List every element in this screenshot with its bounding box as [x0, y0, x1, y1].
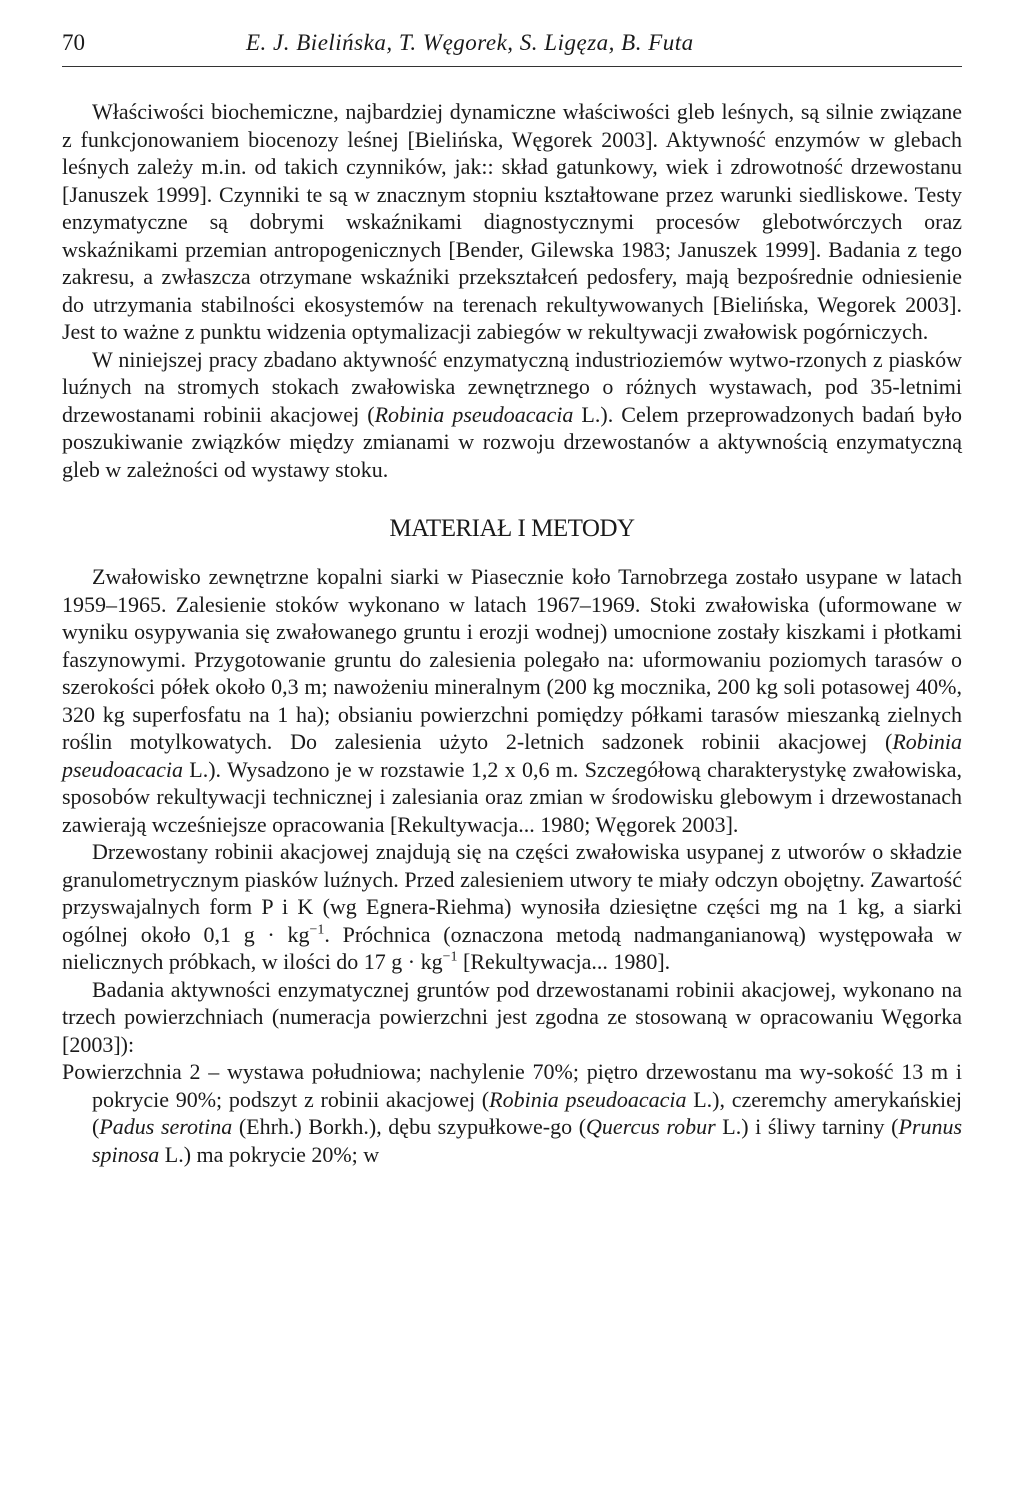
italic-text: Robinia pseudoacacia — [489, 1086, 687, 1112]
running-header — [62, 30, 962, 64]
text-run: [Rekultywacja... 1980]. — [457, 949, 671, 974]
text-run: (Ehrh.) Borkh.), dębu szypułkowe-go ( — [232, 1114, 587, 1139]
text-run: Powierzchnia 2 – wystawa południowa; nachylenie 70%; piętro drzewostanu ma wy-sokość 13 m i pokrycie 90%; podszyt z robinii akacjowej ( — [62, 1059, 962, 1112]
text-run: L.) ma pokrycie 20%; w — [159, 1141, 380, 1167]
paragraph — [62, 838, 962, 976]
text-run: L.). Wysadzono je w rozstawie 1,2 x 0,6 m. Szczegółową charakterystykę zwałowiska, sposobów rekultywacji technicznej i zalesiania oraz zmian w środowisku glebowym i drzewostanach zawierają wcześniejsze opracowania [Rekultywacja... 1980; Węgorek 2003]. — [62, 756, 962, 837]
header-rule — [62, 66, 962, 67]
text-run: L.). Celem przeprowadzonych badań było poszukiwanie związków między zmianami w rozwoju drzewostanów a aktywnością enzymatyczną gleb w zależności od wystawy stoku. — [62, 401, 962, 482]
text-run: . Próchnica (oznaczona metodą nadmanganianową) występowała w nielicznych próbkach, w ilości do 17 g · kg — [62, 921, 962, 974]
text-run: Badania aktywności enzymatycznej gruntów pod drzewostanami robinii akacjowej, wykonano na trzech powierzchniach (numeracja powierzchni jest zgodna ze stosowaną w opracowaniu Węgorka [2003]): — [62, 976, 962, 1057]
section-heading: MATERIAŁ I METODY — [389, 515, 635, 542]
italic-text: Quercus robur — [586, 1114, 716, 1139]
italic-text: Prunus spinosa — [92, 1114, 962, 1167]
paragraph — [62, 976, 962, 1059]
plot-description — [62, 1058, 962, 1168]
text-run: L.), czeremchy amerykańskiej ( — [92, 1086, 962, 1139]
paragraph — [62, 98, 962, 346]
paragraph — [62, 346, 962, 484]
article-body — [62, 98, 962, 1168]
running-header-authors: E. J. Bielińska, T. Węgorek, S. Ligęza, B. Futa — [246, 30, 694, 55]
italic-text: Robinia pseudoacacia — [374, 401, 574, 427]
italic-text: Robinia pseudoacacia — [62, 729, 962, 782]
text-run: L.) i śliwy tarniny ( — [715, 1114, 899, 1139]
text-run: Właściwości biochemiczne, najbardziej dynamiczne właściwości gleb leśnych, są silnie związane z funkcjonowaniem biocenozy leśnej [Bielińska, Węgorek 2003]. Aktywność enzymów w glebach leśnych zależy m.in. od takich czynników, jak:: skład gatunkowy, wiek i zdrowotność drzewostanu [Januszek 1999]. Czynniki te są w znacznym stopniu kształtowane przez warunki siedliskowe. Testy enzymatyczne są dobrymi wskaźnikami diagnostycznymi procesów glebotwórczych oraz wskaźnikami przemian antropogenicznych [Bender, Gilewska 1983; Januszek 1999]. Badania z tego zakresu, a zwłaszcza otrzymane wskaźniki przekształceń pedosfery, mają bezpośrednie odniesienie do utrzymania stabilności ekosystemów na terenach rekultywowanych [Bielińska, Wegorek 2003]. Jest to ważne z punktu widzenia optymalizacji zabiegów w rekultywacji zwałowisk pogórniczych. — [62, 99, 962, 344]
text-run: W niniejszej pracy zbadano aktywność enzymatyczną industrioziemów wytwo-rzonych z piasków luźnych na stromych stokach zwałowiska zewnętrznego o różnych wystawach, pod 35-letnimi drzewostanami robinii akacjowej ( — [62, 346, 962, 427]
italic-text: Padus serotina — [99, 1114, 233, 1139]
text-run: Drzewostany robinii akacjowej znajdują się na części zwałowiska usypanej z utworów o składzie granulometrycznym piasków luźnych. Przed zalesieniem utwory te miały odczyn obojętny. Zawartość przyswajalnych form P i K (wg Egnera-Riehma) wynosiła dziesiętne części mg na 1 kg, a siarki ogólnej około 0,1 g · kg — [62, 839, 962, 947]
text-run: Zwałowisko zewnętrzne kopalni siarki w Piasecznie koło Tarnobrzega zostało usypane w latach 1959–1965. Zalesienie stoków wykonano w latach 1967–1969. Stoki zwałowiska (uformowane w wyniku osypywania się zwałowanego gruntu i erozji wodnej) umocnione zostały kiszkami i płotkami faszynowymi. Przygotowanie gruntu do zalesienia polegało na: uformowaniu poziomych tarasów o szerokości półek około 0,3 m; nawożeniu mineralnym (200 kg mocznika, 200 kg soli potasowej 40%, 320 kg superfosfatu na 1 ha); obsianiu powierzchni pomiędzy półkami tarasów mieszanką zielnych roślin motylkowatych. Do zalesienia użyto 2-letnich sadzonek robinii akacjowej ( — [62, 564, 962, 754]
superscript: −1 — [309, 922, 325, 938]
page-number: 70 — [62, 30, 85, 55]
superscript: −1 — [442, 949, 458, 965]
paragraph — [62, 563, 962, 838]
